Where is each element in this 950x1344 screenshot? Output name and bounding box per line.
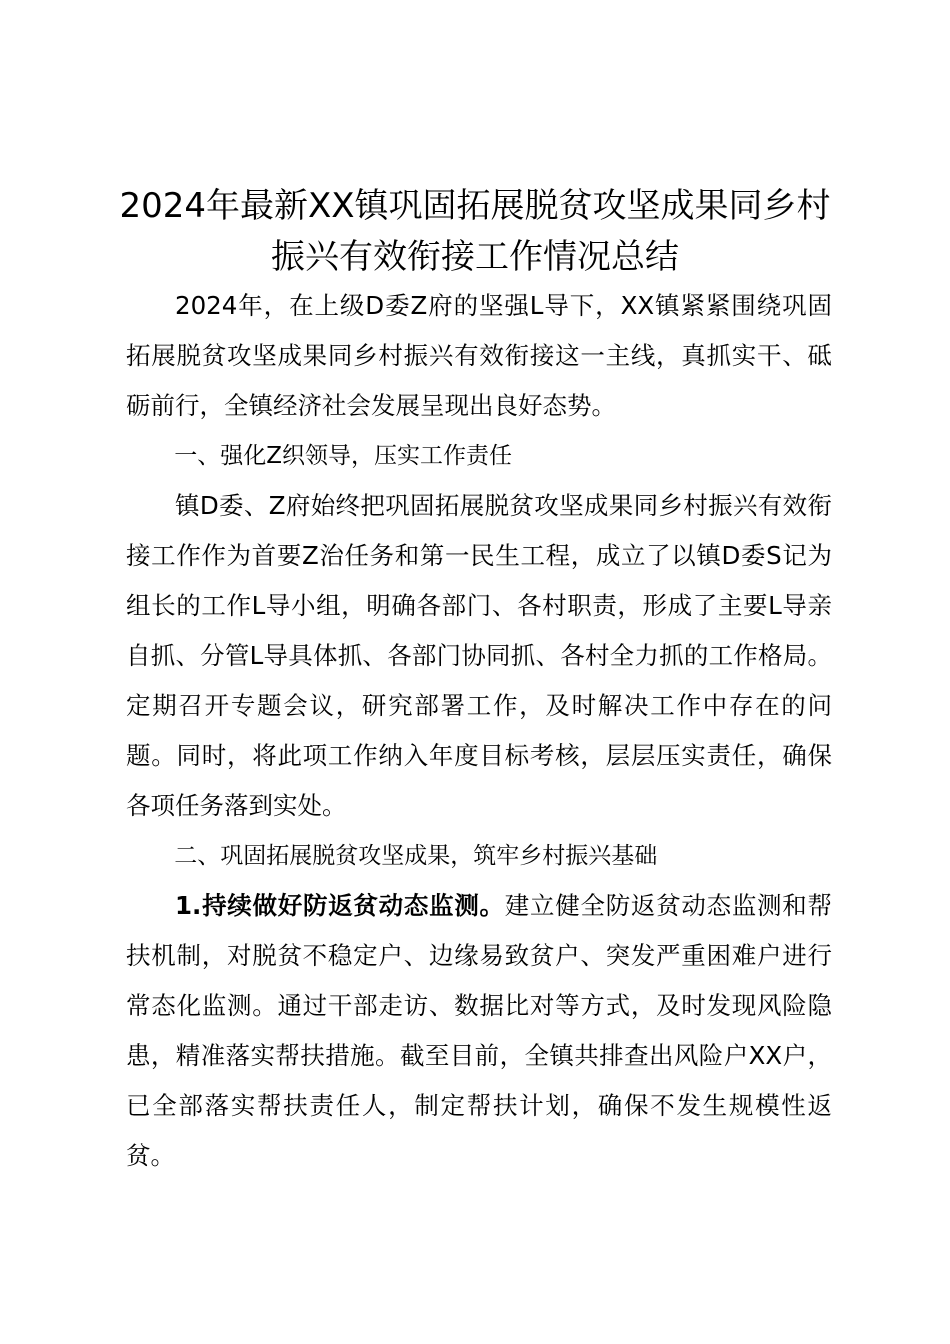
intro-paragraph: 2024年，在上级D委Z府的坚强L导下，XX镇紧紧围绕巩固拓展脱贫攻坚成果同乡村振兴有效衔接这一主线，真抓实干、砥砺前行，全镇经济社会发展呈现出良好态势。 [126, 291, 832, 420]
document-title: 2024年最新XX镇巩固拓展脱贫攻坚成果同乡村振兴有效衔接工作情况总结 [119, 186, 831, 277]
section-1-heading: 一、强化Z织领导，压实工作责任 [174, 443, 513, 469]
section-1-paragraph: 镇D委、Z府始终把巩固拓展脱贫攻坚成果同乡村振兴有效衔接工作作为首要Z治任务和第一民生工程，成立了以镇D委S记为组长的工作L导小组，明确各部门、各村职责，形成了主要L导亲自抓、分管L导具体抓、各部门协同抓、各村全力抓的工作格局。定期召开专题会议，研究部署工作，及时解决工作中存在的问题。同时，将此项工作纳入年度目标考核，层层压实责任，确保各项任务落到实处。 [126, 491, 832, 820]
section-2-item-1-lead: 1.持续做好防返贫动态监测。 [175, 891, 505, 920]
section-2-heading: 二、巩固拓展脱贫攻坚成果，筑牢乡村振兴基础 [174, 843, 658, 869]
document-body [126, 281, 832, 1181]
section-2-item-1-text: 建立健全防返贫动态监测和帮扶机制，对脱贫不稳定户、边缘易致贫户、突发严重困难户进行常态化监测。通过干部走访、数据比对等方式，及时发现风险隐患，精准落实帮扶措施。截至目前，全镇共排查出风险户XX户，已全部落实帮扶责任人，制定帮扶计划，确保不发生规模性返贫。 [126, 891, 833, 1170]
section-2-item-1-paragraph [126, 881, 832, 1181]
